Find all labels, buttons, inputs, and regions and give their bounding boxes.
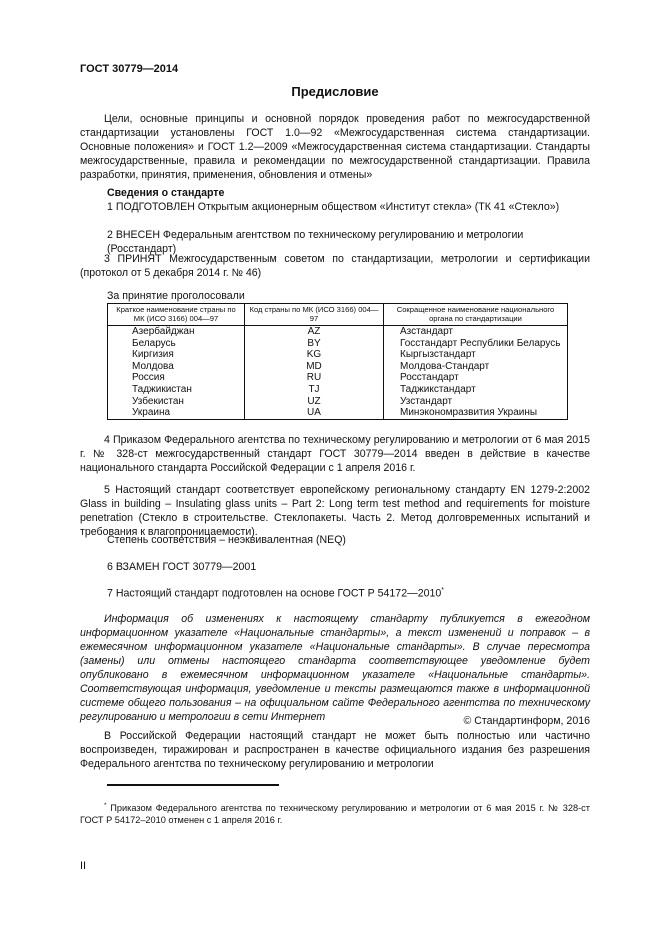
- copyright: © Стандартинформ, 2016: [463, 715, 590, 727]
- cell-country: Азербайджан: [108, 326, 245, 338]
- page-title: Предисловие: [291, 84, 379, 99]
- cell-country: Таджикистан: [108, 384, 245, 396]
- table-row: [108, 396, 568, 408]
- intro-paragraph: Цели, основные принципы и основной порядок проведения работ по межгосударственной стандартизации установлены ГОСТ 1.0—92 «Межгосударственная система стандартизации. Основные положения» и ГОСТ 1.2—2009 «Межгосударственная система стандартизации. Стандарты межгосударственные, правила и рекомендации по межгосударственной стандартизации. Правила разработки, принятия, применения, обновления и отмены»: [80, 113, 590, 181]
- table-row: [108, 384, 568, 396]
- cell-country: Россия: [108, 372, 245, 384]
- voting-table: [107, 303, 568, 420]
- cell-body: Молдова-Стандарт: [384, 361, 568, 373]
- cell-country: Беларусь: [108, 338, 245, 350]
- cell-body: Таджикстандарт: [384, 384, 568, 396]
- cell-country: Молдова: [108, 361, 245, 373]
- footnote-reference: *: [441, 587, 444, 594]
- header-country: Краткое наименование страны по МК (ИСО 3166) 004—97: [108, 304, 245, 326]
- vote-caption: За принятие проголосовали: [107, 290, 245, 302]
- cell-code: AZ: [245, 326, 384, 338]
- cell-body: Госстандарт Республики Беларусь: [384, 338, 568, 350]
- cell-code: MD: [245, 361, 384, 373]
- table-row: [108, 338, 568, 350]
- item-5-degree: Степень соответствия – неэквивалентная (NEQ): [107, 534, 346, 546]
- cell-code: KG: [245, 349, 384, 361]
- item-1: 1 ПОДГОТОВЛЕН Открытым акционерным обществом «Институт стекла» (ТК 41 «Стекло»): [107, 201, 560, 213]
- item-6: 6 ВЗАМЕН ГОСТ 30779—2001: [107, 561, 257, 573]
- cell-code: RU: [245, 372, 384, 384]
- header-code: Код страны по МК (ИСО 3166) 004—97: [245, 304, 384, 326]
- cell-code: BY: [245, 338, 384, 350]
- voting-table-header: [108, 304, 568, 326]
- cell-body: Узстандарт: [384, 396, 568, 408]
- footnote: [80, 800, 590, 826]
- cell-country: Киргизия: [108, 349, 245, 361]
- cell-body: Азстандарт: [384, 326, 568, 338]
- cell-code: TJ: [245, 384, 384, 396]
- cell-body: Кыргызстандарт: [384, 349, 568, 361]
- cell-code: UA: [245, 407, 384, 419]
- footnote-text: Приказом Федерального агентства по техническому регулированию и метрологии от 6 мая 2015 г. № 328-ст ГОСТ Р 54172–2010 отменен с 1 апреля 2016 г.: [80, 803, 590, 826]
- cell-body: Минэкономразвития Украины: [384, 407, 568, 419]
- table-row: [108, 326, 568, 338]
- header-body: Сокращенное наименование национального органа по стандартизации: [384, 304, 568, 326]
- item-2: 2 ВНЕСЕН Федеральным агентством по техническому регулированию и метрологии (Росстандарт): [107, 229, 524, 255]
- document-code: ГОСТ 30779—2014: [80, 63, 179, 75]
- table-row: [108, 407, 568, 419]
- item-7: [107, 584, 444, 601]
- restriction-paragraph: В Российской Федерации настоящий стандарт не может быть полностью или частично воспроизведен, тиражирован и распространен в качестве официального издания без разрешения Федерального агентства по техническому регулированию и метрологии: [80, 730, 590, 770]
- cell-country: Узбекистан: [108, 396, 245, 408]
- item-5: 5 Настоящий стандарт соответствует европейскому региональному стандарту EN 1279-2:2002 Glass in building – Insulating glass units – Part 2: Long term test method and requirements for moisture penetration (Стекло в строительстве. Стеклопакеты. Часть 2. Метод долговременных испытаний и требования к влагопроницаемости).: [80, 484, 590, 538]
- cell-code: UZ: [245, 396, 384, 408]
- table-row: [108, 372, 568, 384]
- table-row: [108, 361, 568, 373]
- cell-country: Украина: [108, 407, 245, 419]
- item-7-text: 7 Настоящий стандарт подготовлен на основе ГОСТ Р 54172—2010: [107, 587, 442, 600]
- item-4: 4 Приказом Федерального агентства по техническому регулированию и метрологии от 6 мая 2015 г. № 328-ст межгосударственный стандарт ГОСТ 30779—2014 введен в действие в качестве национального стандарта Российской Федерации с 1 апреля 2016 г.: [80, 434, 590, 474]
- footnote-mark: *: [104, 802, 107, 809]
- item-3: 3 ПРИНЯТ Межгосударственным советом по стандартизации, метрологии и сертификации (протокол от 5 декабря 2014 г. № 46): [80, 253, 590, 279]
- table-row: [108, 349, 568, 361]
- info-heading: Сведения о стандарте: [107, 187, 225, 199]
- page-number: II: [80, 860, 87, 872]
- info-notice: Информация об изменениях к настоящему стандарту публикуется в ежегодном информационном указателе «Национальные стандарты», а текст изменений и поправок – в ежемесячном информационном указателе «Национальные стандарты». В случае пересмотра (замены) или отмены настоящего стандарта соответствующее уведомление будет опубликовано в ежемесячном информационном указателе «Национальные стандарты». Соответствующая информация, уведомление и тексты размещаются также в информационной системе общего пользования – на официальном сайте Федерального агентства по техническому регулированию и метрологии в сети Интернет: [80, 613, 590, 723]
- footnote-divider: [107, 784, 279, 786]
- cell-body: Росстандарт: [384, 372, 568, 384]
